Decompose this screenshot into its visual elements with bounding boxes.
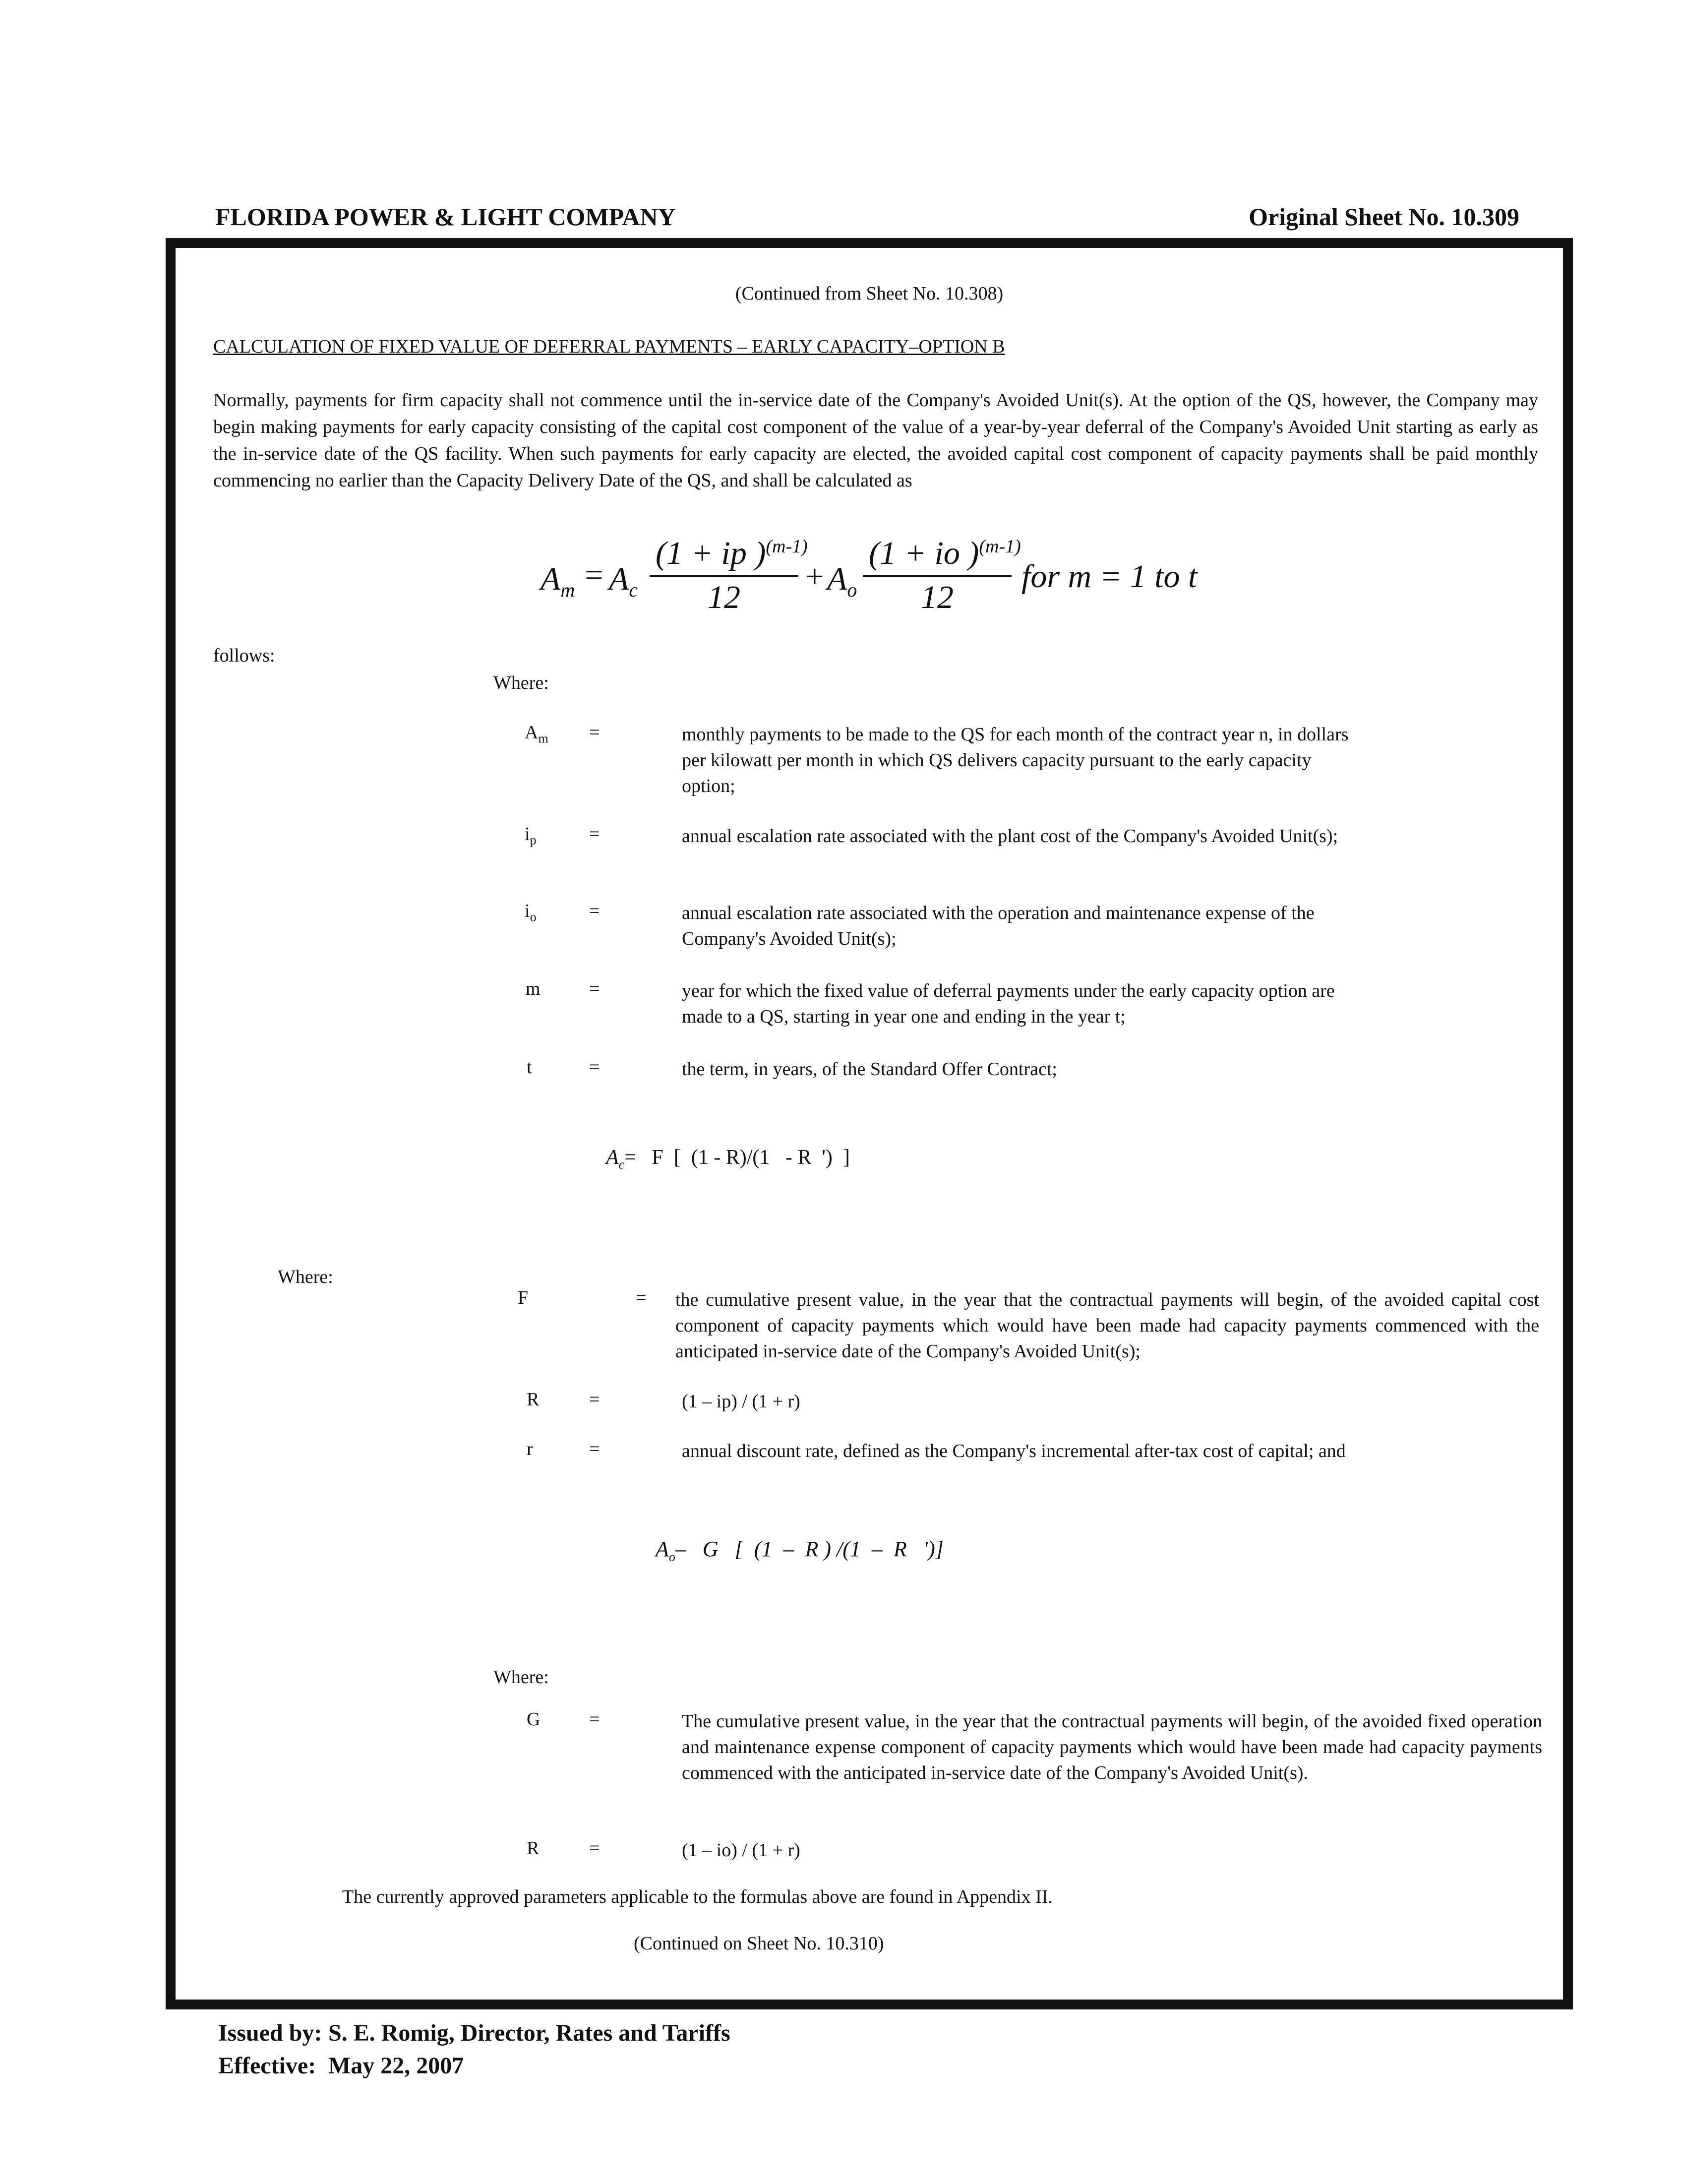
- def-text-t: the term, in years, of the Standard Offer Contract;: [682, 1059, 1057, 1080]
- issued-label: Issued by:: [218, 2020, 322, 2046]
- def-symbol-g: G: [527, 1709, 541, 1730]
- def-symbol-m: m: [526, 978, 541, 999]
- section-title: CALCULATION OF FIXED VALUE OF DEFERRAL PAYMENTS – EARLY CAPACITY–OPTION B: [213, 336, 1005, 357]
- where-label-3: Where:: [493, 1667, 549, 1688]
- effective-value: May 22, 2007: [328, 2053, 464, 2079]
- effective-label: Effective:: [218, 2053, 316, 2079]
- company-name: FLORIDA POWER & LIGHT COMPANY: [215, 203, 676, 231]
- fraction-2: $\frac{(1 + io )^{(m-1)}}{12}$: [863, 535, 1012, 616]
- def-symbol-r: r: [527, 1439, 533, 1459]
- def-text-r: annual discount rate, defined as the Company's incremental after-tax cost of capital; and: [682, 1441, 1346, 1461]
- def-text-g: The cumulative present value, in the year that the contractual payments will begin, of the avoided fixed operation and maintenance expense component of capacity payments which would have been made had capacity payments commenced with the anticipated in-service date of the Company's Avoided Unit(s).: [682, 1711, 1542, 1783]
- formula-ac: $A_c= F$ [ (1 - R)/(1 - R ') ]: [606, 1146, 850, 1172]
- appendix-note: The currently approved parameters applicable to the formulas above are found in Appendix II.: [342, 1886, 1053, 1907]
- where-label-1: Where:: [493, 672, 549, 693]
- continued-from: (Continued from Sheet No. 10.308): [735, 283, 1004, 304]
- continued-on: (Continued on Sheet No. 10.310): [634, 1933, 884, 1954]
- def-symbol-r-cap-2: R: [527, 1838, 540, 1859]
- sheet-number: Original Sheet No. 10.309: [1249, 203, 1519, 231]
- def-symbol-t: t: [527, 1057, 532, 1078]
- def-text-ip: annual escalation rate associated with the plant cost of the Company's Avoided Unit(s);: [682, 826, 1338, 847]
- def-text-r-cap-2: (1 – io) / (1 + r): [682, 1840, 800, 1861]
- follows-label: follows:: [213, 645, 275, 666]
- def-text-f: the cumulative present value, in the year that the contractual payments will begin, of the avoided capital cost component of capacity payments which would have been made had capacity payments commenced with the anticipated in-service date of the Company's Avoided Unit(s);: [675, 1289, 1539, 1362]
- def-symbol-io: $i_o$: [525, 901, 537, 924]
- def-symbol-r-cap: R: [527, 1389, 540, 1410]
- intro-paragraph: Normally, payments for firm capacity shall not commence until the in-service date of the Company's Avoided Unit(s). At the option of the QS, however, the Company may begin making payments for early capacity consisting of the capital cost component of the value of a year-by-year deferral of the Company's Avoided Unit starting as early as the in-service date of the QS facility. When such payments for early capacity are elected, the avoided capital cost component of capacity payments shall be paid monthly commencing no earlier than the Capacity Delivery Date of the QS, and shall be calculated as: [213, 390, 1538, 491]
- fraction-1: $\frac{(1 + ip )^{(m-1)}}{12}$: [650, 535, 798, 616]
- def-text-r-cap: (1 – ip) / (1 + r): [682, 1391, 800, 1412]
- def-text-m: year for which the fixed value of deferral payments under the early capacity option are made to a QS, starting in year one and ending in the year t;: [682, 980, 1335, 1027]
- effective-date: [218, 2052, 464, 2079]
- def-text-am: monthly payments to be made to the QS for each month of the contract year n, in dollars per kilowatt per month in which QS delivers capacity pursuant to the early capacity option;: [682, 724, 1349, 796]
- def-symbol-am: $A_m$: [525, 722, 548, 746]
- issued-by: [218, 2019, 730, 2047]
- def-symbol-ip: $i_p$: [525, 824, 537, 848]
- issued-value: S. E. Romig, Director, Rates and Tariffs: [328, 2020, 730, 2046]
- formula-am: $A_m$ = $A_c$ $\frac{(1 + ip )^{(m-1)}}{12}$ + $A_o$ $\frac{(1 + io )^{(m-1)}}{12}$ for m = 1 to t: [541, 535, 1198, 615]
- where-label-2: Where:: [278, 1267, 333, 1287]
- formula-ao: $A_o-$ G [ (1 – R ) /(1 – R ')]: [656, 1537, 944, 1564]
- def-text-io: annual escalation rate associated with the operation and maintenance expense of the Company's Avoided Unit(s);: [682, 903, 1315, 949]
- def-symbol-f: F: [518, 1287, 529, 1308]
